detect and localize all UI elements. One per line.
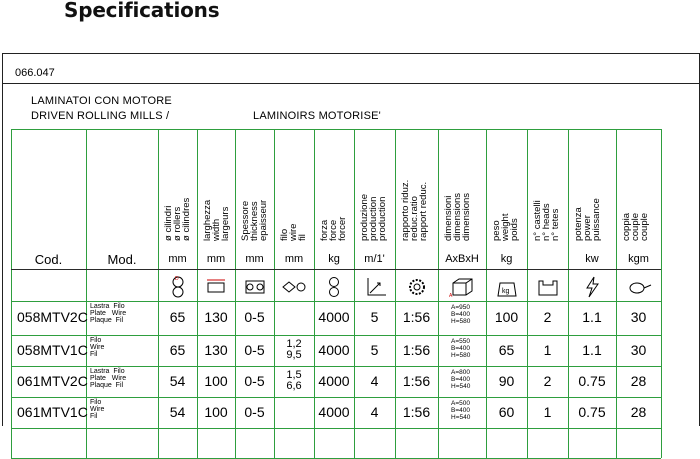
column-divider <box>11 129 12 458</box>
torque-icon <box>624 275 654 299</box>
width-icon <box>201 275 231 299</box>
cell-ratio: 1:56 <box>402 341 431 358</box>
svg-text:A: A <box>449 293 453 299</box>
column-header-mod: Mod. <box>107 252 137 267</box>
unit-width: mm <box>206 253 226 265</box>
spec-table <box>11 129 661 458</box>
cell-production: 5 <box>370 309 379 325</box>
cell-torque: 30 <box>630 341 647 358</box>
column-header-force: forza force forcer <box>319 216 348 241</box>
cell-mod: Filo Wire Fil <box>90 399 105 420</box>
unit-wire: mm <box>284 253 304 265</box>
cell-wire: 1,5 6,6 <box>286 369 302 392</box>
title-french: LAMINOIRS MOTORISE' <box>253 110 381 122</box>
column-header-weight: peso weight poids <box>491 213 520 241</box>
cell-thickness: 0-5 <box>244 403 265 420</box>
unit-thickness: mm <box>245 253 264 265</box>
svg-text:D: D <box>174 276 179 282</box>
cell-production: 4 <box>370 403 379 420</box>
cell-wire: 1,2 9,5 <box>286 338 302 361</box>
unit-power: kw <box>585 253 599 265</box>
cell-rollers: 65 <box>169 341 186 358</box>
cell-rollers: 54 <box>169 403 186 420</box>
cell-power: 1.1 <box>582 341 602 358</box>
force-icon <box>319 275 349 299</box>
cell-mod: Lastra Filo Plate Wire Plaque Fil <box>90 303 127 324</box>
heads-icon <box>533 275 563 299</box>
cell-rollers: 65 <box>169 309 186 325</box>
cell-production: 4 <box>370 372 379 389</box>
cell-heads: 2 <box>543 372 552 389</box>
row-divider <box>11 397 661 398</box>
cell-rollers: 54 <box>169 372 186 389</box>
column-divider <box>274 129 275 458</box>
cell-mod: Filo Wire Fil <box>90 337 105 358</box>
cell-width: 130 <box>204 341 228 358</box>
unit-torque: kgm <box>628 253 649 265</box>
column-header-rollers: ø cilindri ø rollers ø cilindres <box>163 197 192 241</box>
cell-power: 0.75 <box>578 372 606 389</box>
column-divider <box>661 129 662 458</box>
cell-thickness: 0-5 <box>244 372 265 389</box>
cell-force: 4000 <box>318 403 350 420</box>
cell-weight: 65 <box>498 341 515 358</box>
cell-heads: 1 <box>543 341 552 358</box>
cell-torque: 28 <box>630 372 647 389</box>
cell-force: 4000 <box>318 309 350 325</box>
cell-heads: 1 <box>543 403 552 420</box>
svg-text:kg: kg <box>501 288 509 295</box>
cell-weight: 100 <box>494 309 519 325</box>
unit-weight: kg <box>500 253 513 265</box>
cell-heads: 2 <box>543 309 552 325</box>
row-divider <box>11 428 661 429</box>
cell-force: 4000 <box>318 341 350 358</box>
cell-width: 100 <box>204 403 228 420</box>
thickness-icon <box>240 275 270 299</box>
page-header <box>0 0 700 53</box>
cell-mod: Lastra Filo Plate Wire Plaque Fil <box>90 368 127 389</box>
column-header-thickness: Spessore thickness epaisseur <box>240 199 269 241</box>
weight-icon <box>492 275 522 299</box>
column-header-heads: n° castelli n° heads n° tetes <box>532 200 561 241</box>
cell-ratio: 1:56 <box>402 372 431 389</box>
cell-production: 5 <box>370 341 379 358</box>
cell-ratio: 1:56 <box>402 403 431 420</box>
title-english: DRIVEN ROLLING MILLS / <box>31 110 170 122</box>
cell-torque: 30 <box>630 309 647 325</box>
cell-weight: 60 <box>498 403 515 420</box>
page-title: Specifications <box>64 0 220 22</box>
document-code: 066.047 <box>15 67 55 79</box>
column-header-dimensions: dimensioni dimensions dimensions <box>443 192 472 241</box>
cell-dimensions: A=500 B=400 H=540 <box>451 400 471 421</box>
row-divider <box>11 366 661 367</box>
unit-rollers: mm <box>168 253 187 265</box>
cell-thickness: 0-5 <box>244 341 265 358</box>
cell-cod: 058MTV2C <box>17 309 88 325</box>
spec-sheet <box>2 53 700 426</box>
column-divider <box>438 129 439 458</box>
unit-force: kg <box>328 253 340 265</box>
cell-power: 0.75 <box>578 403 606 420</box>
production-speed-icon <box>360 275 390 299</box>
row-divider <box>11 335 661 336</box>
lightning-icon <box>577 275 607 299</box>
column-header-power: potenza power puissance <box>573 198 602 241</box>
unit-production: m/1' <box>364 253 385 265</box>
cell-cod: 061MTV1C <box>17 403 88 420</box>
cell-weight: 90 <box>498 372 515 389</box>
wire-icon <box>279 275 309 299</box>
column-header-production: produzione production production <box>359 193 388 241</box>
cell-ratio: 1:56 <box>402 309 431 325</box>
cell-dimensions: A=950 B=400 H=580 <box>451 304 471 325</box>
column-header-width: larghezza width largeurs <box>202 199 231 241</box>
cell-power: 1.1 <box>582 309 602 325</box>
title-italian: LAMINATOI CON MOTORE <box>31 95 172 107</box>
cell-cod: 058MTV1C <box>17 341 88 358</box>
gear-icon <box>402 275 432 299</box>
cell-torque: 28 <box>630 403 647 420</box>
row-divider <box>11 129 661 130</box>
unit-dimensions: AxBxH <box>445 253 479 265</box>
column-header-torque: coppia couple couple <box>621 213 650 241</box>
row-divider <box>11 269 661 270</box>
cell-force: 4000 <box>318 372 350 389</box>
cell-dimensions: A=800 B=400 H=540 <box>451 369 471 390</box>
cell-width: 130 <box>204 309 228 325</box>
row-divider <box>11 301 661 302</box>
cell-dimensions: A=550 B=400 H=580 <box>451 338 471 359</box>
column-header-ratio: rapporto riduz. reduc.ratio rapport reduc. <box>400 179 429 241</box>
roller-diameter-icon <box>163 275 193 299</box>
cell-width: 100 <box>204 372 228 389</box>
divider <box>3 83 699 84</box>
box-dimensions-icon <box>447 275 477 299</box>
cell-cod: 061MTV2C <box>17 372 88 389</box>
column-header-wire: filo wire fil <box>279 223 308 241</box>
cell-thickness: 0-5 <box>244 309 265 325</box>
column-header-cod: Cod. <box>34 252 63 267</box>
